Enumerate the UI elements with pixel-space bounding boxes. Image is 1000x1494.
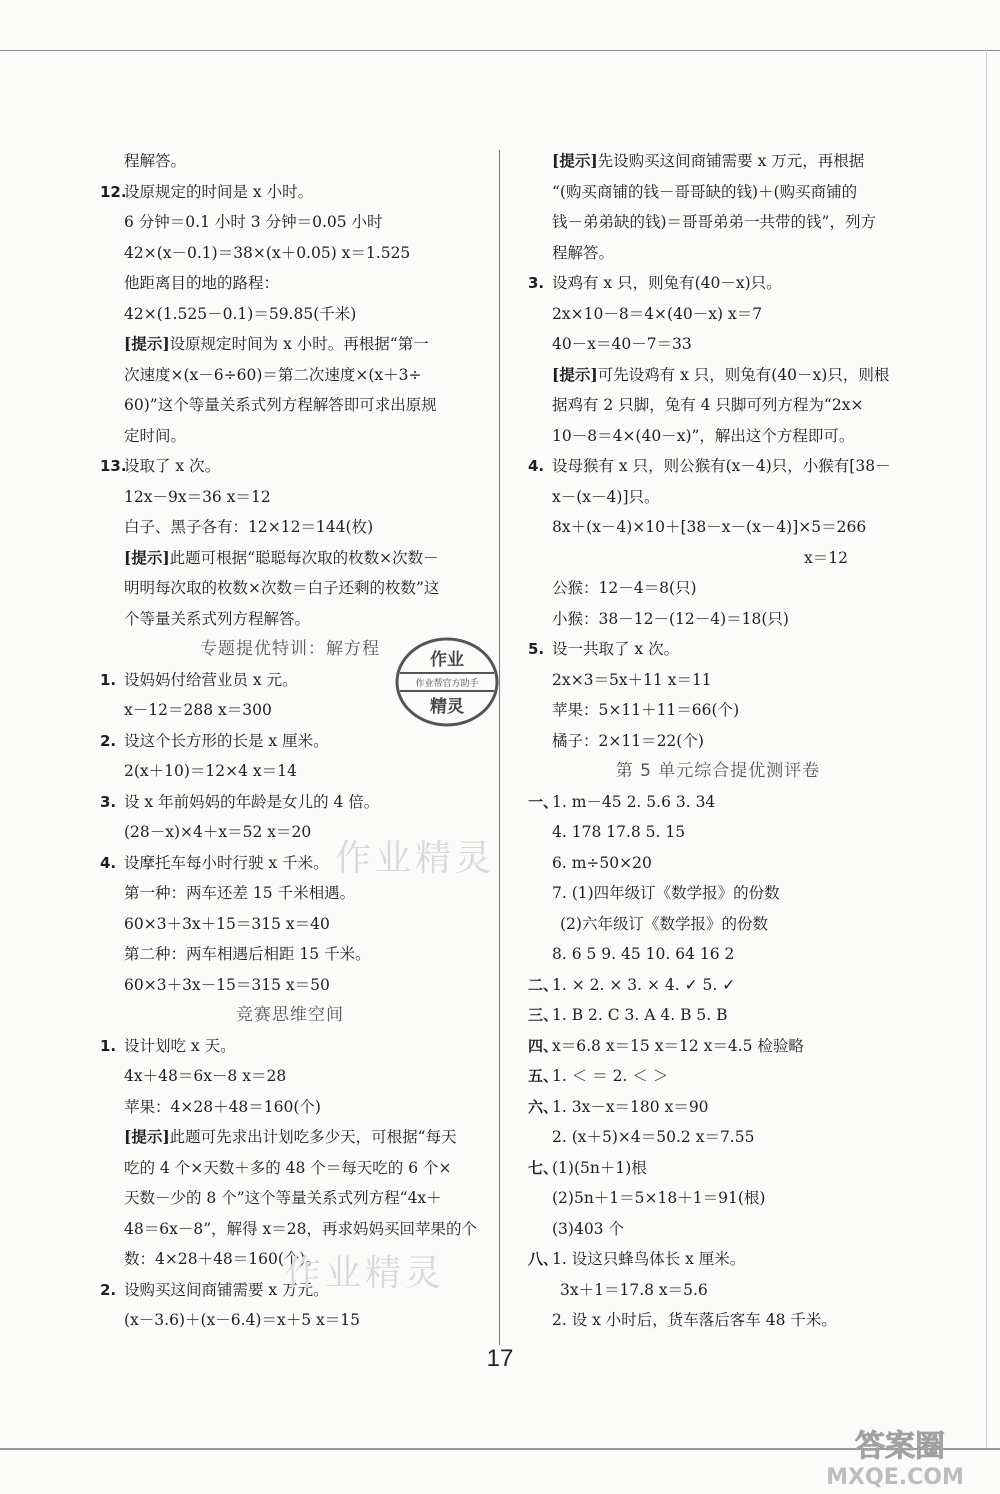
hint-label: [提示] — [124, 547, 170, 567]
text-line: 橘子：2×11＝22(个) — [552, 731, 704, 750]
section-label: 一、 — [528, 792, 559, 811]
text-line: (x－3.6)＋(x－6.4)＝x＋5 x＝15 — [124, 1311, 360, 1329]
hint-line — [100, 329, 480, 360]
text-line: 程解答。 — [124, 152, 187, 170]
text-line: x＝12 — [804, 548, 848, 567]
question-text: 设一共取了 x 次。 — [552, 640, 680, 658]
text-line: 48＝6x－8”，解得 x＝28，再求妈妈买回苹果的个 — [124, 1219, 478, 1238]
text-line: 2x×3＝5x＋11 x＝11 — [552, 670, 712, 689]
question-item — [100, 451, 480, 482]
section-label: 八、 — [528, 1250, 559, 1268]
question-text: 设妈妈付给营业员 x 元。 — [124, 670, 298, 689]
text-line: 公猴：12－4＝8(只) — [552, 579, 697, 597]
answer-section — [528, 1092, 908, 1123]
text-line: 他距离目的地的路程： — [124, 274, 280, 292]
right-border — [986, 50, 987, 1450]
section-label: 四、 — [528, 1036, 559, 1055]
section-heading: 专题提优特训：解方程 — [200, 639, 380, 659]
answer-section — [528, 1000, 908, 1031]
question-text: 设摩托车每小时行驶 x 千米。 — [124, 853, 329, 872]
right-column — [528, 146, 908, 1336]
stamp-bottom-text: 精灵 — [430, 697, 464, 717]
column-divider — [499, 150, 500, 1345]
question-number: 13. — [100, 457, 127, 475]
question-text: 设这个长方形的长是 x 厘米。 — [124, 731, 329, 750]
section-label: 七、 — [528, 1158, 559, 1177]
text-line: 天数－少的 8 个”这个等量关系式列方程“4x＋ — [124, 1189, 442, 1207]
text-line: (3)403 个 — [552, 1219, 624, 1238]
question-text: 设购买这间商铺需要 x 万元。 — [124, 1280, 329, 1299]
question-number: 4. — [100, 853, 117, 872]
question-number: 1. — [100, 1036, 117, 1055]
text-line: 2(x＋10)＝12×4 x＝14 — [124, 762, 297, 780]
text-line: (2)六年级订《数学报》的份数 — [560, 914, 768, 933]
section-label: 三、 — [528, 1006, 559, 1024]
question-number: 5. — [528, 640, 545, 658]
text-line: 苹果：5×11＋11＝66(个) — [552, 701, 740, 719]
hint-text: 先设购买这间商铺需要 x 万元，再根据 — [597, 152, 865, 170]
question-item — [528, 451, 908, 482]
question-text: 设 x 年前妈妈的年龄是女儿的 4 倍。 — [124, 792, 380, 811]
text-line: 个等量关系式列方程解答。 — [124, 609, 311, 628]
stamp-top-text: 作业 — [430, 650, 464, 670]
section-label: 六、 — [528, 1097, 559, 1116]
text-line: 4x＋48＝6x－8 x＝28 — [124, 1067, 287, 1085]
text-line: 60×3＋3x＋15＝315 x＝40 — [124, 914, 330, 933]
text-line: 60)”这个等量关系式列方程解答即可求出原规 — [124, 396, 437, 414]
text-line: 2x×10－8＝4×(40－x) x＝7 — [552, 304, 763, 323]
stamp-logo — [392, 635, 502, 734]
answer-text: 1. m－45 2. 5.6 3. 34 — [552, 792, 716, 811]
text-line: (28－x)×4＋x＝52 x＝20 — [124, 823, 312, 841]
top-border — [0, 50, 1000, 51]
page-number: 17 — [486, 1345, 514, 1372]
question-number: 1. — [100, 670, 117, 689]
text-line: 6 分钟＝0.1 小时 3 分钟＝0.05 小时 — [124, 213, 383, 231]
site-watermark-url: MXQE.COM — [826, 1465, 964, 1490]
answer-text: (1)(5n＋1)根 — [552, 1158, 647, 1177]
watermark-text: 作业精灵 — [285, 1253, 446, 1294]
text-line: 8x＋(x－4)×10＋[38－x－(x－4)]×5＝266 — [552, 518, 867, 536]
question-number: 2. — [100, 731, 117, 750]
text-line: 钱－弟弟缺的钱)＝哥哥弟弟一共带的钱”，列方 — [552, 213, 876, 231]
question-text: 设计划吃 x 天。 — [124, 1036, 236, 1055]
text-line: 2. (x＋5)×4＝50.2 x＝7.55 — [552, 1128, 755, 1146]
section-heading: 竞赛思维空间 — [236, 1005, 344, 1025]
stamp-middle-text: 作业帮官方助手 — [415, 679, 479, 689]
question-item — [100, 1031, 480, 1062]
text-line: (2)5n＋1＝5×18＋1＝91(根) — [552, 1189, 766, 1207]
question-item — [100, 177, 480, 208]
answer-section — [528, 1031, 908, 1062]
hint-label: [提示] — [124, 334, 170, 353]
answer-text: 1. 3x－x＝180 x＝90 — [552, 1097, 709, 1116]
hint-text: 设原规定时间为 x 小时。再根据“第一 — [169, 335, 429, 353]
text-line: 明明每次取的枚数×次数＝白子还剩的枚数”这 — [124, 579, 440, 597]
section-label: 五、 — [528, 1067, 559, 1085]
text-line: 第二种：两车相遇后相距 15 千米。 — [124, 945, 371, 963]
text-line: 据鸡有 2 只脚，兔有 4 只脚可列方程为“2x× — [552, 396, 864, 414]
answer-section — [528, 1153, 908, 1184]
text-line: 7. (1)四年级订《数学报》的份数 — [552, 884, 780, 902]
hint-line — [528, 146, 908, 177]
text-line: 2. 设 x 小时后，货车落后客车 48 千米。 — [552, 1311, 837, 1329]
question-number: 2. — [100, 1280, 117, 1299]
hint-line — [100, 1122, 480, 1153]
text-line: 白子、黑子各有：12×12＝144(枚) — [124, 518, 374, 536]
question-text: 设取了 x 次。 — [124, 457, 221, 475]
text-line: 60×3＋3x－15＝315 x＝50 — [124, 975, 330, 994]
text-line: 吃的 4 个×天数＋多的 48 个＝每天吃的 6 个× — [124, 1158, 452, 1177]
answer-section — [528, 1061, 908, 1092]
hint-line — [100, 543, 480, 574]
text-line: x－12＝288 x＝300 — [124, 701, 272, 719]
question-text: 设原规定的时间是 x 小时。 — [124, 182, 314, 201]
question-number: 3. — [100, 792, 117, 811]
text-line: 第一种：两车还差 15 千米相遇。 — [124, 884, 356, 902]
answer-section — [528, 1244, 908, 1275]
section-label: 二、 — [528, 975, 559, 994]
question-item — [100, 787, 480, 818]
text-line: 次速度×(x－6÷60)＝第二次速度×(x＋3÷ — [124, 365, 422, 384]
text-line: 6. m÷50×20 — [552, 853, 652, 872]
answer-text: 1. ＜ ＝ 2. ＜ ＞ — [552, 1067, 669, 1085]
answer-section — [528, 970, 908, 1001]
question-text: 设鸡有 x 只，则兔有(40－x)只。 — [552, 274, 782, 292]
answer-text: 1. × 2. × 3. × 4. ✓ 5. ✓ — [552, 975, 736, 994]
hint-label: [提示] — [552, 364, 598, 384]
answer-text: x＝6.8 x＝15 x＝12 x＝4.5 检验略 — [552, 1036, 804, 1055]
text-line: 40－x＝40－7＝33 — [552, 335, 692, 353]
question-item — [528, 268, 908, 299]
text-line: 12x－9x＝36 x＝12 — [124, 487, 271, 506]
section-heading: 第 5 单元综合提优测评卷 — [615, 761, 821, 781]
question-text: 设母猴有 x 只，则公猴有(x－4)只，小猴有[38－ — [552, 457, 891, 475]
question-item — [528, 634, 908, 665]
text-line: 苹果：4×28＋48＝160(个) — [124, 1097, 321, 1116]
hint-text: 此题可先求出计划吃多少天，可根据“每天 — [169, 1128, 457, 1146]
answer-text: 1. 设这只蜂鸟体长 x 厘米。 — [552, 1250, 746, 1268]
text-line: 42×(x－0.1)＝38×(x＋0.05) x＝1.525 — [124, 243, 411, 262]
site-watermark-logo — [800, 1420, 995, 1490]
text-line: 8. 6 5 9. 45 10. 64 16 2 — [552, 945, 735, 963]
text-line: 4. 178 17.8 5. 15 — [552, 823, 686, 841]
question-number: 4. — [528, 457, 545, 475]
hint-text: 此题可根据“聪聪每次取的枚数×次数－ — [169, 548, 439, 567]
text-line: 程解答。 — [552, 243, 615, 262]
site-watermark-main: 答案圈 — [855, 1429, 945, 1464]
text-line: 42×(1.525－0.1)＝59.85(千米) — [124, 304, 357, 323]
hint-text: 可先设鸡有 x 只，则兔有(40－x)只，则根 — [597, 365, 890, 384]
text-line: 数：4×28＋48＝160(个)。 — [124, 1250, 321, 1268]
hint-label: [提示] — [552, 151, 598, 170]
text-line: 小猴：38－12－(12－4)＝18(只) — [552, 609, 789, 628]
text-line: 3x＋1＝17.8 x＝5.6 — [560, 1280, 708, 1299]
text-line: 定时间。 — [124, 426, 187, 445]
text-line: x－(x－4)]只。 — [552, 487, 660, 506]
text-line: 10－8＝4×(40－x)”，解出这个方程即可。 — [552, 426, 855, 445]
question-number: 3. — [528, 274, 545, 292]
hint-line — [528, 360, 908, 391]
text-line: “(购买商铺的钱－哥哥缺的钱)＋(购买商铺的 — [552, 182, 858, 201]
answer-text: 1. B 2. C 3. A 4. B 5. B — [552, 1006, 728, 1024]
answer-section — [528, 787, 908, 818]
question-number: 12. — [100, 182, 127, 201]
watermark-text: 作业精灵 — [335, 838, 496, 879]
hint-label: [提示] — [124, 1127, 170, 1146]
left-column — [100, 146, 480, 1336]
